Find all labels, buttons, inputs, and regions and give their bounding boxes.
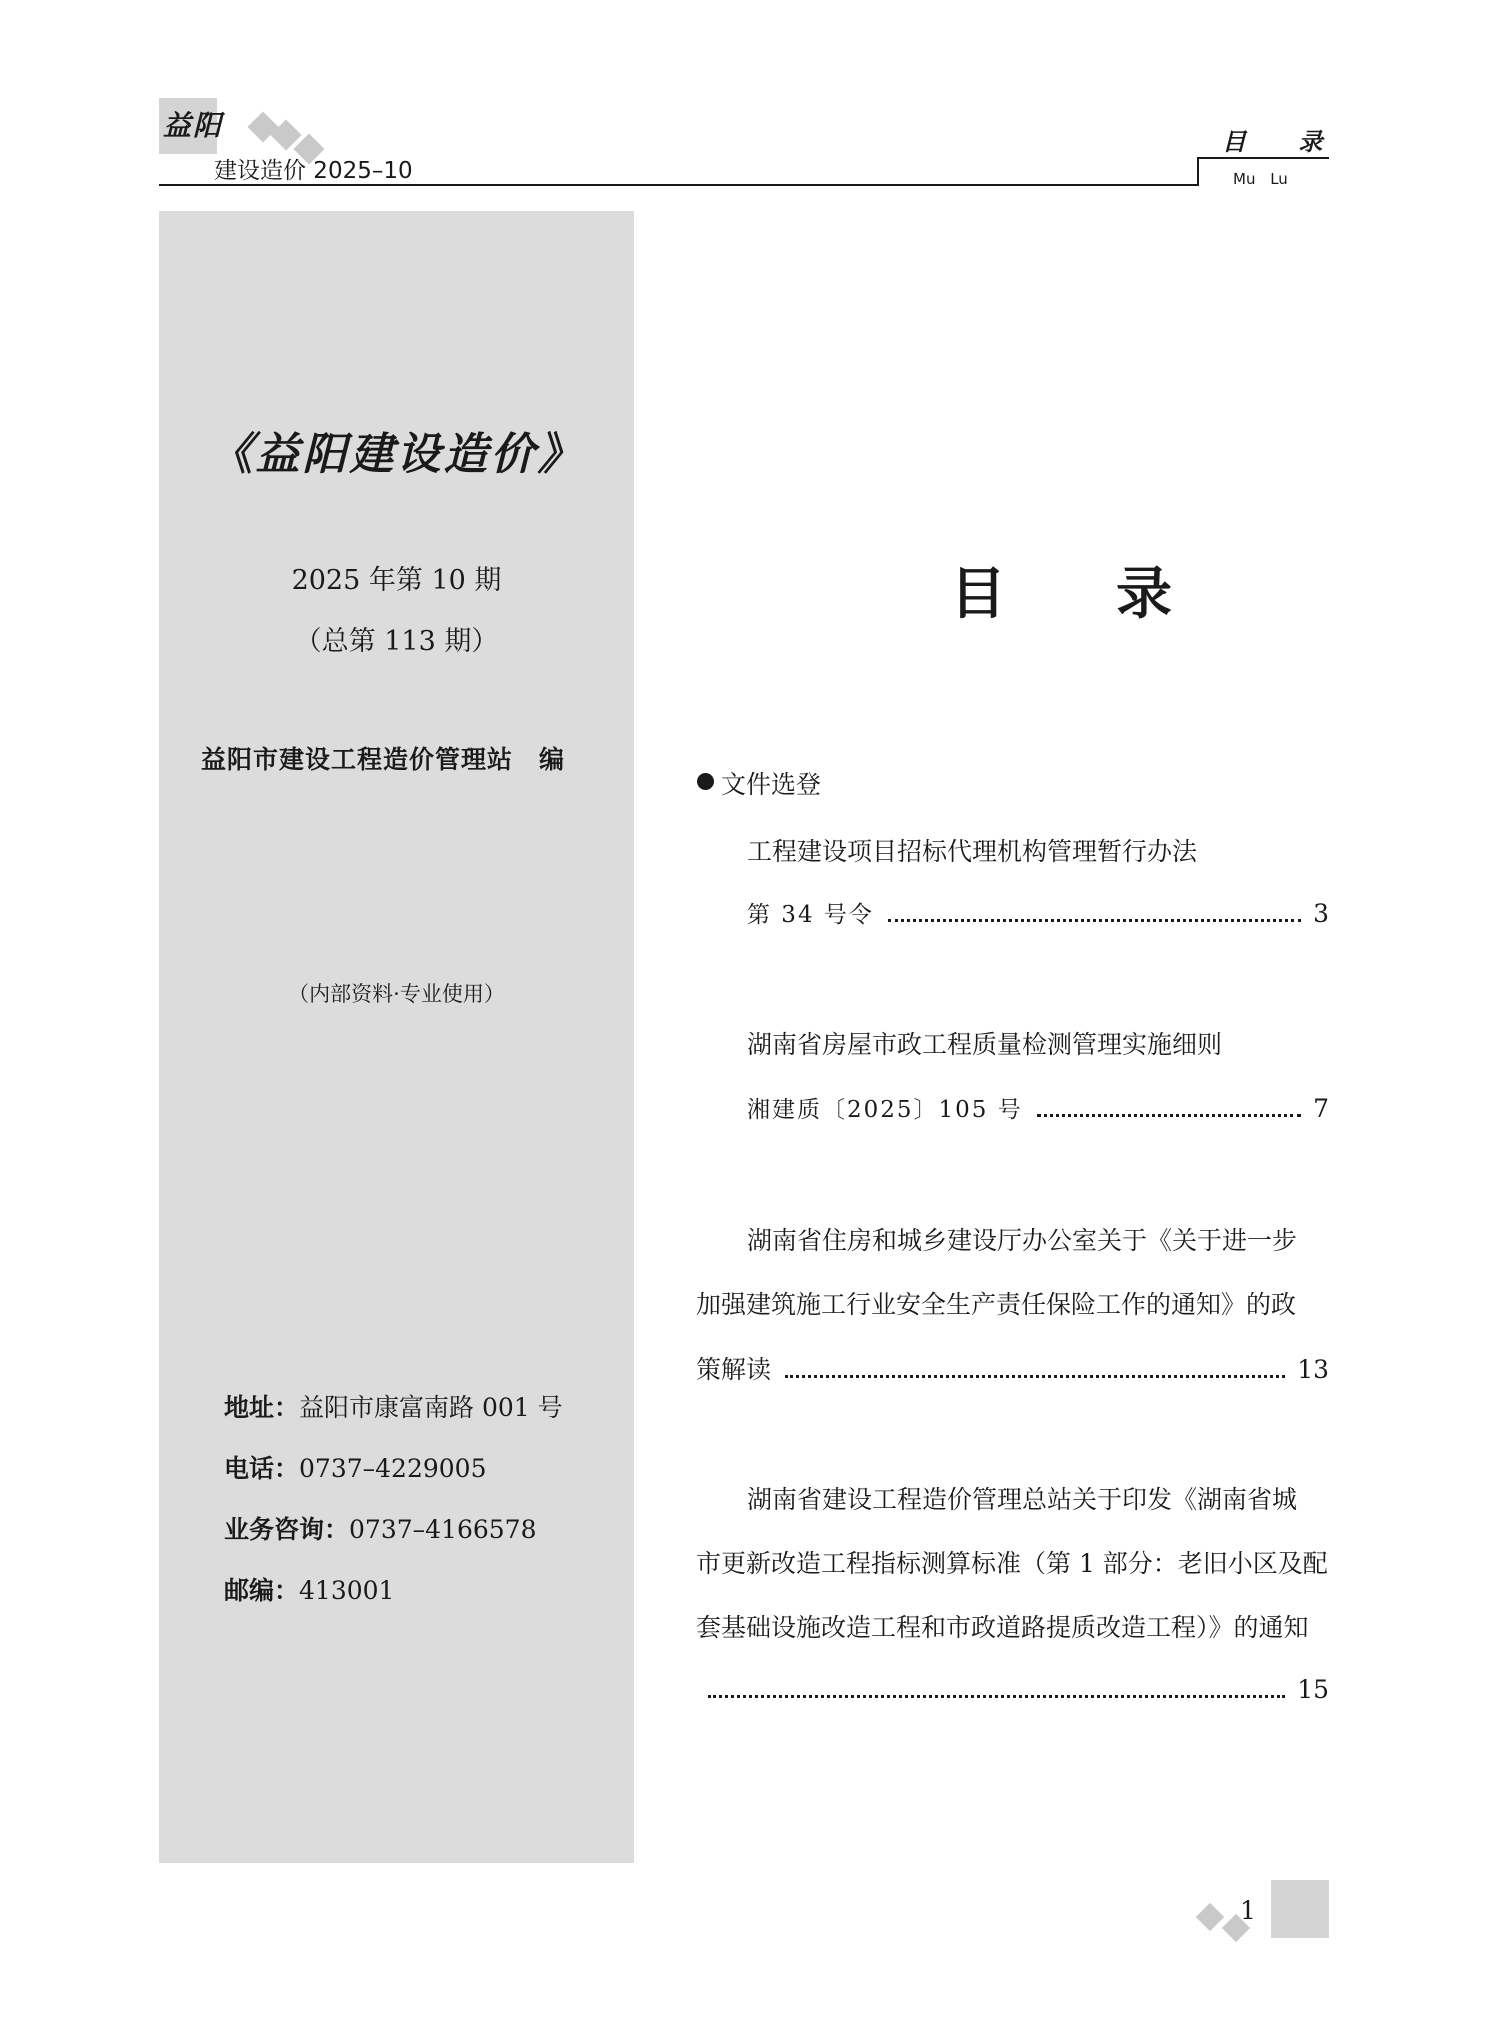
contact-phone: [224, 1449, 486, 1485]
toc-entry-title[interactable]: 湖南省房屋市政工程质量检测管理实施细则: [747, 1030, 1223, 1059]
header-right-rule: [1197, 157, 1329, 159]
toc-entry-doc-row[interactable]: [747, 896, 1329, 929]
toc-entry-last-row[interactable]: [708, 1675, 1329, 1704]
header-section-pinyin: Mu Lu: [1233, 170, 1288, 188]
toc-page-number: 7: [1313, 1094, 1329, 1123]
toc-page-number: 3: [1313, 899, 1329, 928]
contact-address: [224, 1388, 563, 1424]
toc-leader: [1037, 1114, 1301, 1117]
footer-decor-square: [1271, 1880, 1329, 1938]
contact-consult: [224, 1510, 536, 1546]
toc-entry-doc: 第 34 号令: [747, 902, 874, 928]
contact-value: 0737–4229005: [299, 1454, 487, 1483]
header-rule: [159, 184, 1199, 186]
toc-entry-title[interactable]: 工程建设项目招标代理机构管理暂行办法: [747, 837, 1198, 866]
contact-label: 邮编：: [224, 1576, 300, 1605]
toc-page-number: 15: [1297, 1675, 1329, 1704]
toc-entry-doc-row[interactable]: [747, 1091, 1329, 1124]
toc-entry-title-line[interactable]: 市更新改造工程指标测算标准（第 1 部分：老旧小区及配: [696, 1549, 1328, 1578]
toc-entry-doc: 湘建质〔2025〕105 号: [747, 1097, 1023, 1123]
internal-note: （内部资料·专业使用）: [288, 982, 505, 1006]
page-number: 1: [1240, 1896, 1256, 1925]
editor-line: 益阳市建设工程造价管理站 编: [201, 745, 566, 774]
total-issue: （总第 113 期）: [294, 626, 499, 657]
toc-leader: [708, 1695, 1285, 1698]
toc-heading: 目录: [950, 562, 1282, 627]
journal-title: 《益阳建设造价》: [208, 429, 585, 480]
toc-entry-last-row[interactable]: [696, 1350, 1329, 1386]
toc-entry-title-line: 策解读: [696, 1355, 772, 1384]
toc-entry-title-line[interactable]: 湖南省住房和城乡建设厅办公室关于《关于进一步: [747, 1226, 1298, 1255]
footer-decor-diamond: [1196, 1903, 1224, 1931]
header-right-tick: [1197, 157, 1199, 186]
header-section-title: 目 录: [1222, 127, 1345, 156]
contact-postcode: [224, 1571, 394, 1607]
toc-section-label: 文件选登: [721, 770, 822, 799]
contact-value: 益阳市康富南路 001 号: [299, 1393, 563, 1422]
contact-value: 413001: [299, 1576, 395, 1605]
contact-label: 业务咨询：: [224, 1515, 350, 1544]
toc-leader: [785, 1375, 1285, 1378]
toc-entry-title-line[interactable]: 加强建筑施工行业安全生产责任保险工作的通知》的政: [696, 1290, 1297, 1319]
bullet-icon: [697, 773, 714, 790]
toc-page-number: 13: [1297, 1355, 1329, 1384]
contact-label: 地址：: [224, 1393, 300, 1422]
header-issue: 建设造价 2025–10: [214, 158, 413, 184]
toc-leader: [888, 919, 1301, 922]
toc-entry-title-line[interactable]: 湖南省建设工程造价管理总站关于印发《湖南省城: [747, 1485, 1298, 1514]
header-brand: 益阳: [163, 109, 224, 142]
issue-line: 2025 年第 10 期: [291, 565, 502, 596]
contact-value: 0737–4166578: [349, 1515, 537, 1544]
contact-label: 电话：: [224, 1454, 300, 1483]
toc-entry-title-line[interactable]: 套基础设施改造工程和市政道路提质改造工程）》的通知: [696, 1613, 1309, 1642]
